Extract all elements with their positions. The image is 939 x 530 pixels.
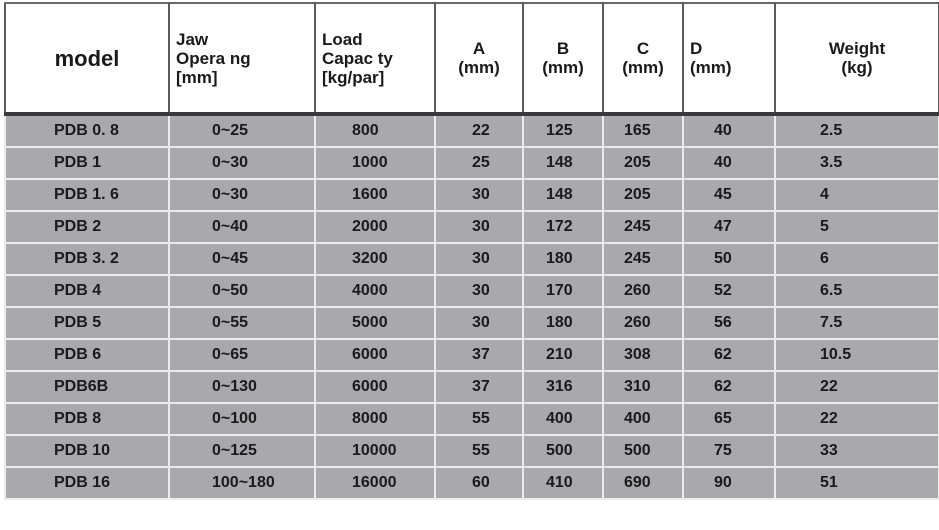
d-header — [683, 3, 775, 114]
header-line: [mm] — [176, 67, 218, 87]
header-line: Load — [322, 29, 363, 49]
a-cell: 30 — [435, 307, 523, 339]
c-cell: 205 — [603, 179, 683, 211]
c-cell: 400 — [603, 403, 683, 435]
load-capacity-cell: 2000 — [315, 211, 435, 243]
table-row — [5, 467, 939, 499]
c-cell: 310 — [603, 371, 683, 403]
load-capacity-cell: 800 — [315, 114, 435, 147]
d-cell: 62 — [683, 371, 775, 403]
c-cell: 260 — [603, 307, 683, 339]
load-capacity-cell: 10000 — [315, 435, 435, 467]
a-cell: 37 — [435, 371, 523, 403]
table-row — [5, 275, 939, 307]
weight-cell: 22 — [775, 403, 939, 435]
load-capacity-cell: 6000 — [315, 371, 435, 403]
jaw-opening-cell: 0~130 — [169, 371, 315, 403]
b-cell: 148 — [523, 147, 603, 179]
b-cell: 125 — [523, 114, 603, 147]
weight-cell: 22 — [775, 371, 939, 403]
weight-cell: 51 — [775, 467, 939, 499]
spec-table — [4, 2, 939, 500]
d-cell: 47 — [683, 211, 775, 243]
load-capacity-cell: 4000 — [315, 275, 435, 307]
jaw-opening-cell: 0~30 — [169, 179, 315, 211]
c-cell: 205 — [603, 147, 683, 179]
a-cell: 25 — [435, 147, 523, 179]
c-cell: 690 — [603, 467, 683, 499]
header-line: Weight — [828, 39, 886, 58]
b-cell: 170 — [523, 275, 603, 307]
header-line: D — [690, 39, 703, 58]
header-line: model — [54, 45, 120, 71]
model-cell: PDB 1. 6 — [5, 179, 169, 211]
model-cell: PDB 8 — [5, 403, 169, 435]
jaw-opening-cell: 0~50 — [169, 275, 315, 307]
load-capacity-cell: 1000 — [315, 147, 435, 179]
d-cell: 75 — [683, 435, 775, 467]
d-cell: 52 — [683, 275, 775, 307]
table-row — [5, 435, 939, 467]
load-capacity-cell: 1600 — [315, 179, 435, 211]
d-cell: 50 — [683, 243, 775, 275]
c-cell: 308 — [603, 339, 683, 371]
jaw-opening-cell: 0~55 — [169, 307, 315, 339]
jaw-opening-cell: 0~65 — [169, 339, 315, 371]
model-cell: PDB 3. 2 — [5, 243, 169, 275]
d-cell: 62 — [683, 339, 775, 371]
jaw-opening-cell: 0~25 — [169, 114, 315, 147]
c-cell: 245 — [603, 243, 683, 275]
c-cell: 165 — [603, 114, 683, 147]
load-capacity-cell: 6000 — [315, 339, 435, 371]
model-cell: PDB 2 — [5, 211, 169, 243]
model-cell: PDB 1 — [5, 147, 169, 179]
table-row — [5, 147, 939, 179]
jaw-opening-cell: 0~45 — [169, 243, 315, 275]
weight-cell: 33 — [775, 435, 939, 467]
header-row — [5, 3, 939, 114]
load-capacity-cell: 5000 — [315, 307, 435, 339]
d-cell: 56 — [683, 307, 775, 339]
weight-header — [775, 3, 939, 114]
load-capacity-cell: 16000 — [315, 467, 435, 499]
c-cell: 500 — [603, 435, 683, 467]
weight-cell: 5 — [775, 211, 939, 243]
header-line: A — [472, 39, 486, 58]
b-cell: 180 — [523, 243, 603, 275]
model-cell: PDB6B — [5, 371, 169, 403]
weight-cell: 10.5 — [775, 339, 939, 371]
b-cell: 180 — [523, 307, 603, 339]
c-cell: 260 — [603, 275, 683, 307]
b-cell: 316 — [523, 371, 603, 403]
jaw-opening-cell: 0~100 — [169, 403, 315, 435]
d-cell: 40 — [683, 114, 775, 147]
header-line: [kg/par] — [322, 67, 385, 87]
a-cell: 37 — [435, 339, 523, 371]
d-cell: 90 — [683, 467, 775, 499]
header-line: (kg) — [841, 58, 873, 77]
model-header — [5, 3, 169, 114]
c-cell: 245 — [603, 211, 683, 243]
a-cell: 22 — [435, 114, 523, 147]
model-cell: PDB 0. 8 — [5, 114, 169, 147]
weight-cell: 6 — [775, 243, 939, 275]
table-row — [5, 179, 939, 211]
b-cell: 410 — [523, 467, 603, 499]
load-capacity-cell: 8000 — [315, 403, 435, 435]
weight-cell: 7.5 — [775, 307, 939, 339]
header-line: (mm) — [690, 58, 732, 77]
header-line: Capac ty — [322, 48, 393, 68]
table-row — [5, 114, 939, 147]
d-cell: 40 — [683, 147, 775, 179]
load-capacity-header — [315, 3, 435, 114]
b-cell: 210 — [523, 339, 603, 371]
b-cell: 500 — [523, 435, 603, 467]
jaw-opening-cell: 0~40 — [169, 211, 315, 243]
b-cell: 400 — [523, 403, 603, 435]
a-cell: 55 — [435, 435, 523, 467]
a-cell: 30 — [435, 243, 523, 275]
a-cell: 30 — [435, 211, 523, 243]
d-cell: 45 — [683, 179, 775, 211]
a-cell: 55 — [435, 403, 523, 435]
header-line: (mm) — [622, 58, 664, 77]
header-line: Jaw — [176, 29, 209, 49]
weight-cell: 2.5 — [775, 114, 939, 147]
header-line: (mm) — [458, 58, 500, 77]
header-line: Opera ng — [176, 48, 251, 68]
weight-cell: 6.5 — [775, 275, 939, 307]
header-line: C — [636, 39, 650, 58]
table-row — [5, 307, 939, 339]
model-cell: PDB 4 — [5, 275, 169, 307]
jaw-opening-cell: 0~30 — [169, 147, 315, 179]
c-header — [603, 3, 683, 114]
table-row — [5, 403, 939, 435]
b-cell: 172 — [523, 211, 603, 243]
model-cell: PDB 5 — [5, 307, 169, 339]
header-line: B — [556, 39, 570, 58]
b-header — [523, 3, 603, 114]
weight-cell: 3.5 — [775, 147, 939, 179]
table-row — [5, 211, 939, 243]
d-cell: 65 — [683, 403, 775, 435]
header-line: (mm) — [542, 58, 584, 77]
a-cell: 30 — [435, 275, 523, 307]
weight-cell: 4 — [775, 179, 939, 211]
model-cell: PDB 16 — [5, 467, 169, 499]
table-row — [5, 371, 939, 403]
model-cell: PDB 6 — [5, 339, 169, 371]
jaw-opening-cell: 0~125 — [169, 435, 315, 467]
table-row — [5, 243, 939, 275]
table-row — [5, 339, 939, 371]
model-cell: PDB 10 — [5, 435, 169, 467]
jaw-opening-cell: 100~180 — [169, 467, 315, 499]
a-header — [435, 3, 523, 114]
a-cell: 30 — [435, 179, 523, 211]
b-cell: 148 — [523, 179, 603, 211]
jaw-opening-header — [169, 3, 315, 114]
a-cell: 60 — [435, 467, 523, 499]
table-body — [5, 114, 939, 499]
load-capacity-cell: 3200 — [315, 243, 435, 275]
